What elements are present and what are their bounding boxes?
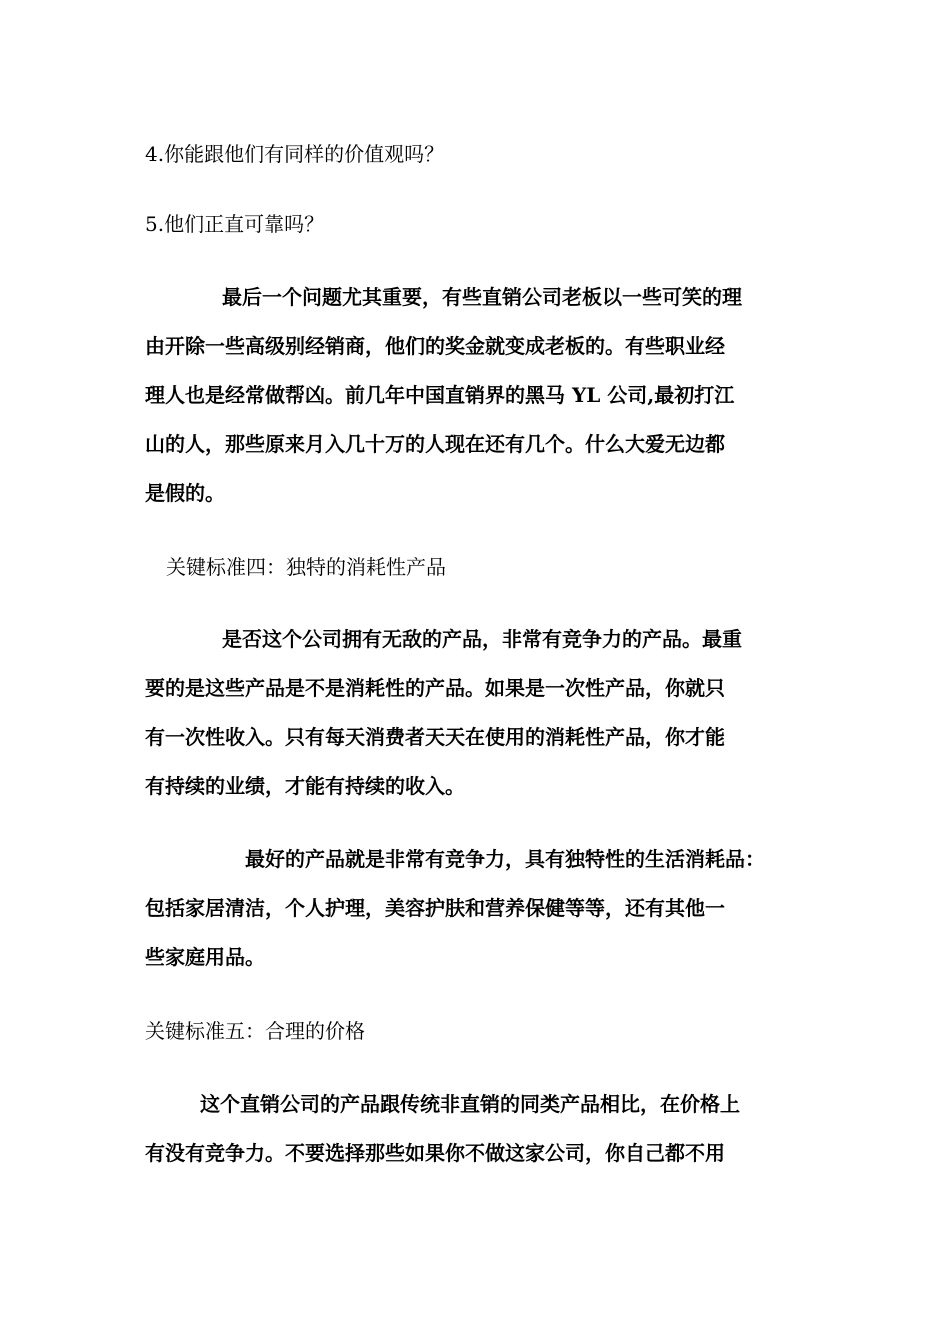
section-heading-4: 关键标准四：独特的消耗性产品	[166, 555, 446, 579]
paragraph-3-line-1: 最好的产品就是非常有竞争力，具有独特性的生活消耗品：	[245, 847, 765, 871]
section-heading-5: 关键标准五：合理的价格	[145, 1019, 365, 1043]
paragraph-1-line-4: 山的人，那些原来月入几十万的人现在还有几个。什么大爱无边都	[145, 432, 725, 456]
question-5: 5.他们正直可靠吗？	[145, 212, 325, 236]
paragraph-4-line-2: 有没有竞争力。不要选择那些如果你不做这家公司，你自己都不用	[145, 1141, 725, 1165]
paragraph-1-line-2: 由开除一些高级别经销商，他们的奖金就变成老板的。有些职业经	[145, 334, 725, 358]
paragraph-2-line-2: 要的是这些产品是不是消耗性的产品。如果是一次性产品，你就只	[145, 676, 725, 700]
paragraph-3-line-2: 包括家居清洁，个人护理，美容护肤和营养保健等等，还有其他一	[145, 896, 725, 920]
paragraph-2-line-1: 是否这个公司拥有无敌的产品，非常有竞争力的产品。最重	[222, 627, 742, 651]
question-4: 4.你能跟他们有同样的价值观吗？	[145, 142, 445, 166]
paragraph-3-line-3: 些家庭用品。	[145, 945, 265, 969]
paragraph-2-line-3: 有一次性收入。只有每天消费者天天在使用的消耗性产品，你才能	[145, 725, 725, 749]
paragraph-4-line-1: 这个直销公司的产品跟传统非直销的同类产品相比，在价格上	[200, 1092, 740, 1116]
paragraph-2-line-4: 有持续的业绩，才能有持续的收入。	[145, 774, 465, 798]
paragraph-1-line-5: 是假的。	[145, 481, 225, 505]
paragraph-1-line-3: 理人也是经常做帮凶。前几年中国直销界的黑马 YL 公司,最初打江	[145, 383, 735, 407]
paragraph-1-line-1: 最后一个问题尤其重要，有些直销公司老板以一些可笑的理	[222, 285, 742, 309]
